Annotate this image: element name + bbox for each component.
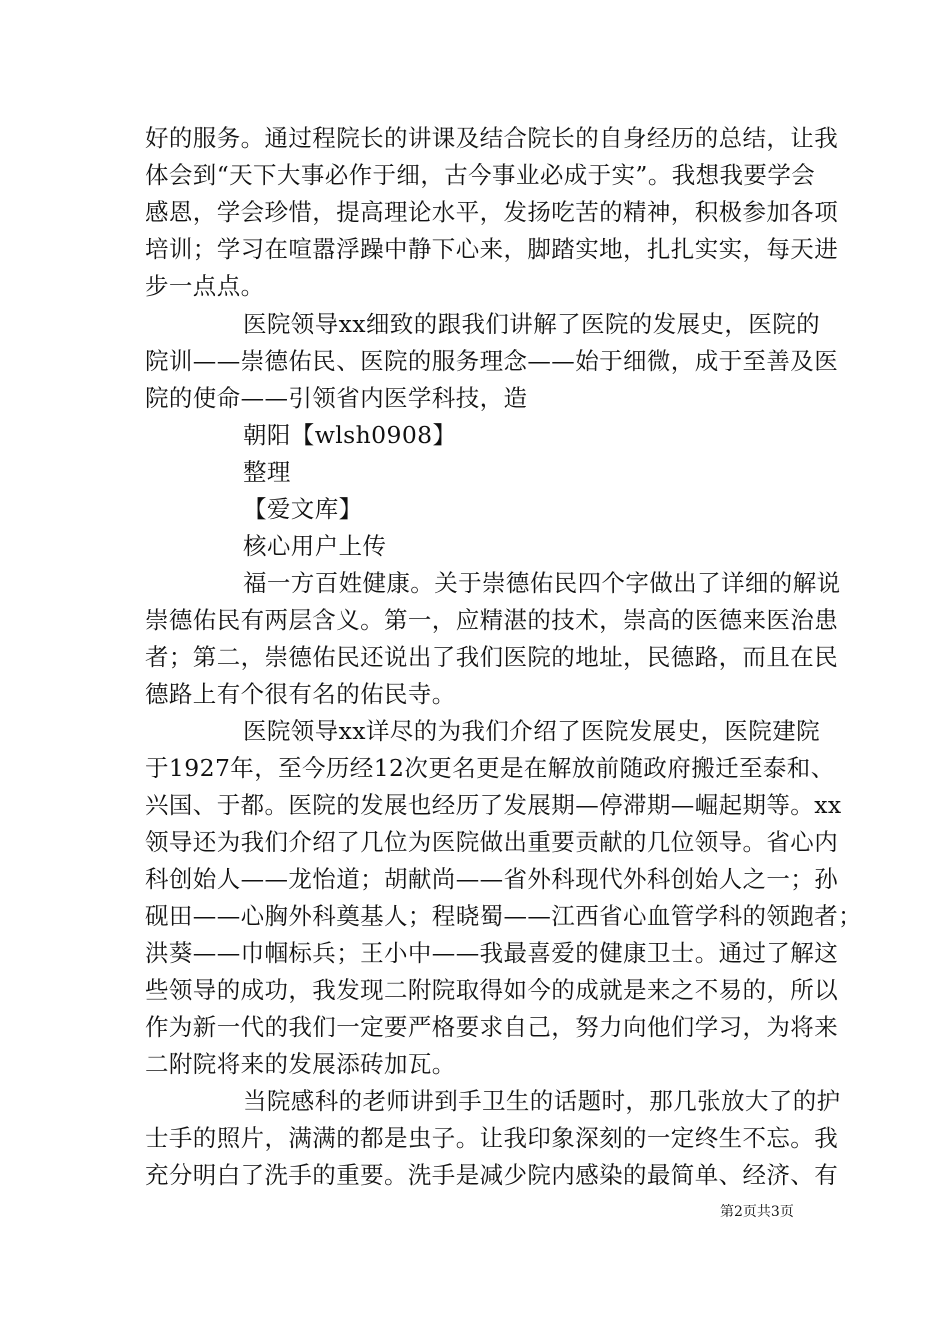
text-line: 培训；学习在喧嚣浮躁中静下心来，脚踏实地，扎扎实实，每天进 [145, 235, 839, 263]
text-line: 医院领导xx细致的跟我们讲解了医院的发展史，医院的 [243, 310, 821, 338]
text-line: 作为新一代的我们一定要严格要求自己，努力向他们学习，为将来 [145, 1013, 839, 1041]
text-line: 科创始人——龙怡道；胡献尚——省外科现代外科创始人之一；孙 [145, 865, 839, 893]
text-line: 于1927年，至今历经12次更名更是在解放前随政府搬迁至泰和、 [145, 754, 835, 782]
text-line: 二附院将来的发展添砖加瓦。 [145, 1050, 456, 1078]
text-line: 好的服务。通过程院长的讲课及结合院长的自身经历的总结，让我 [145, 124, 839, 152]
text-line: 洪葵——巾帼标兵；王小中——我最喜爱的健康卫士。通过了解这 [145, 939, 839, 967]
text-line: 些领导的成功，我发现二附院取得如今的成就是来之不易的，所以 [145, 976, 839, 1004]
text-line: 砚田——心胸外科奠基人；程晓蜀——江西省心血管学科的领跑者； [145, 902, 862, 930]
text-line: 朝阳【wlsh0908】 [243, 421, 457, 449]
text-line: 核心用户上传 [243, 532, 387, 560]
text-line: 【爱文库】 [243, 495, 363, 523]
text-line: 感恩，学会珍惜，提高理论水平，发扬吃苦的精神，积极参加各项 [145, 198, 839, 226]
text-line: 者；第二，崇德佑民还说出了我们医院的地址，民德路，而且在民 [145, 643, 839, 671]
text-line: 步一点点。 [145, 272, 265, 300]
text-line: 福一方百姓健康。关于崇德佑民四个字做出了详细的解说 [243, 569, 841, 597]
text-line: 医院领导xx详尽的为我们介绍了医院发展史，医院建院 [243, 717, 821, 745]
page-number: 第2页共3页 [720, 1204, 794, 1220]
text-line: 院训——崇德佑民、医院的服务理念——始于细微，成于至善及医 [145, 347, 839, 375]
text-line: 兴国、于都。医院的发展也经历了发展期—停滞期—崛起期等。xx [145, 791, 842, 819]
text-line: 领导还为我们介绍了几位为医院做出重要贡献的几位领导。省心内 [145, 828, 839, 856]
text-line: 体会到“天下大事必作于细，古今事业必成于实”。我想我要学会 [145, 161, 816, 189]
text-line: 充分明白了洗手的重要。洗手是减少院内感染的最简单、经济、有 [145, 1161, 839, 1189]
text-line: 德路上有个很有名的佑民寺。 [145, 680, 456, 708]
text-line: 崇德佑民有两层含义。第一，应精湛的技术，崇高的医德来医治患 [145, 606, 839, 634]
text-line: 士手的照片，满满的都是虫子。让我印象深刻的一定终生不忘。我 [145, 1124, 839, 1152]
text-line: 院的使命——引领省内医学科技，造 [145, 384, 528, 412]
text-line: 当院感科的老师讲到手卫生的话题时，那几张放大了的护 [243, 1087, 841, 1115]
text-line: 整理 [243, 458, 291, 486]
